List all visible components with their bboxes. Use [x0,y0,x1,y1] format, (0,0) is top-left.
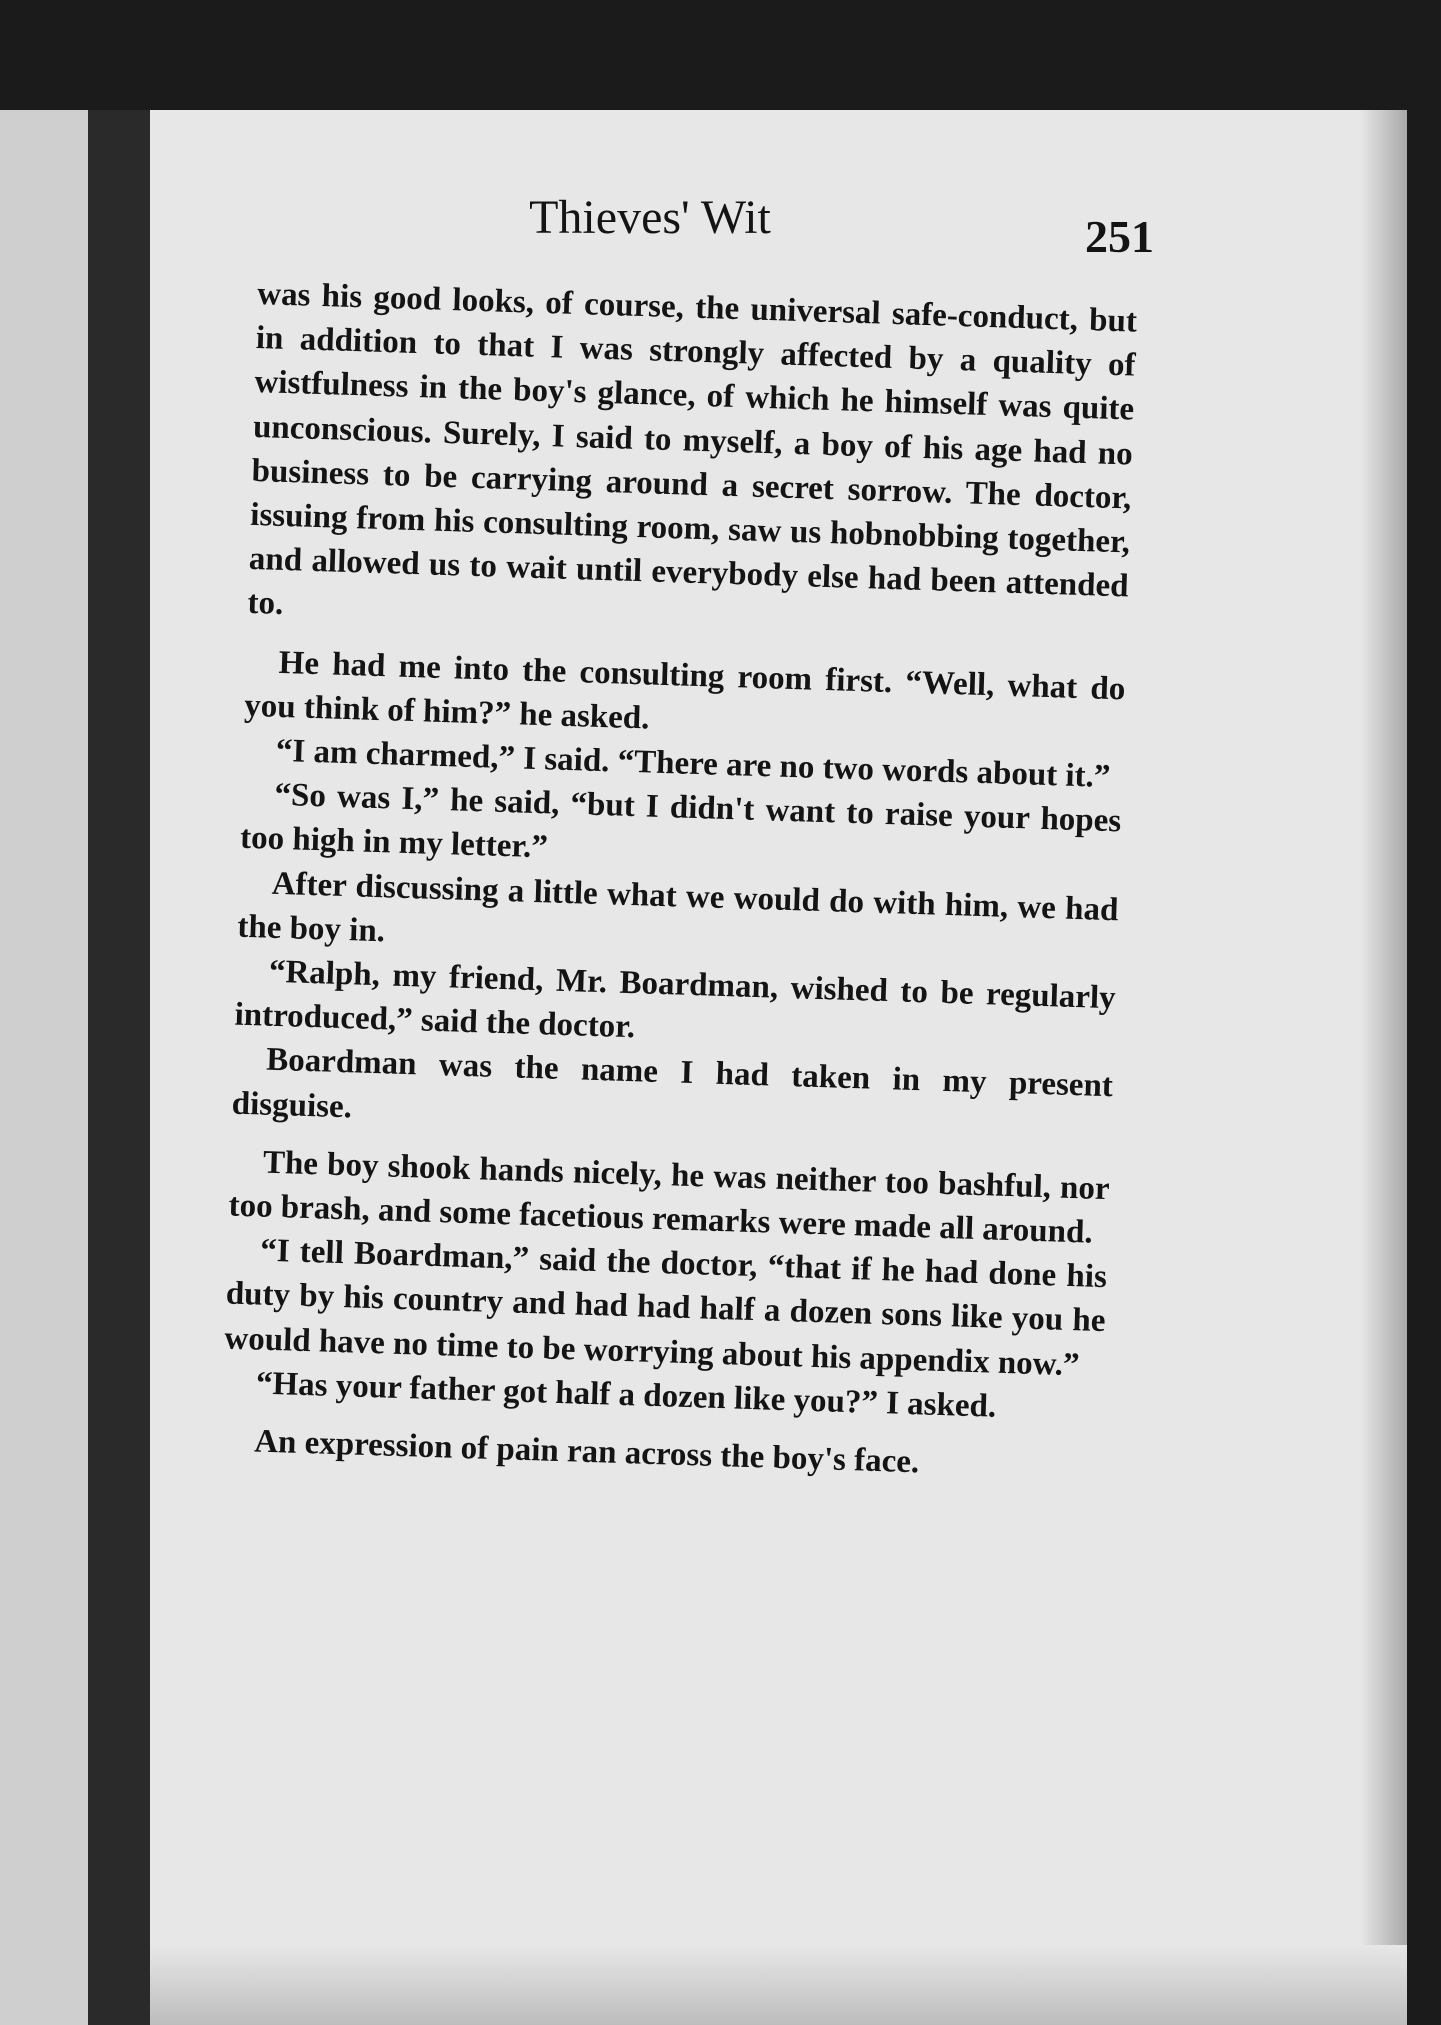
book-spine [88,70,150,2025]
scan-border-right [1407,0,1441,2025]
paragraph: “Has your father got half a dozen like you?” I asked. [255,1365,997,1425]
body-text [221,272,1138,1490]
page-number: 251 [1085,211,1154,262]
paragraph: “Ralph, my friend, Mr. Boardman, wished to be regularly introduced,” said the doctor. [234,953,1117,1046]
paragraph: An expression of pain ran across the boy's face. [253,1423,920,1481]
paragraph: The boy shook hands nicely, he was neither too bashful, nor too brash, and some facetious remarks were made all around. [228,1144,1111,1251]
paragraph: He had me into the consulting room first. “Well, what do you think of him?” he asked. [243,644,1126,737]
paragraph: Boardman was the name I had taken in my present disguise. [231,1042,1114,1126]
paragraph: “So was I,” he said, “but I didn't want to raise your hopes too high in my letter.” [239,777,1122,866]
scan-border-top [0,0,1441,110]
paragraph: After discussing a little what we would do with him, we had the boy in. [236,865,1119,950]
running-title: Thieves' Wit [529,191,771,244]
paragraph: “I tell Boardman,” said the doctor, “that if he had done his duty by his country and had had half a dozen sons like you he would have no time to be worrying about his appendix now.” [223,1232,1108,1384]
page-edge-shadow [1360,110,1407,2025]
page-bottom-shadow [150,1945,1407,2025]
paragraph: was his good looks, of course, the universal safe-conduct, but in addition to that I was strongly affected by a quality of wistfulness in the boy's glance, of which he himself was quite unconscious. Surely, I said to myself, a boy of his age had no business to be carrying around a secret sorrow. The doctor, issuing from his consulting room, saw us hobnobbing together, and allowed us to wait until everybody else had been attended to. [247,275,1138,623]
paragraph: “I am charmed,” I said. “There are no two words about it.” [275,732,1111,796]
